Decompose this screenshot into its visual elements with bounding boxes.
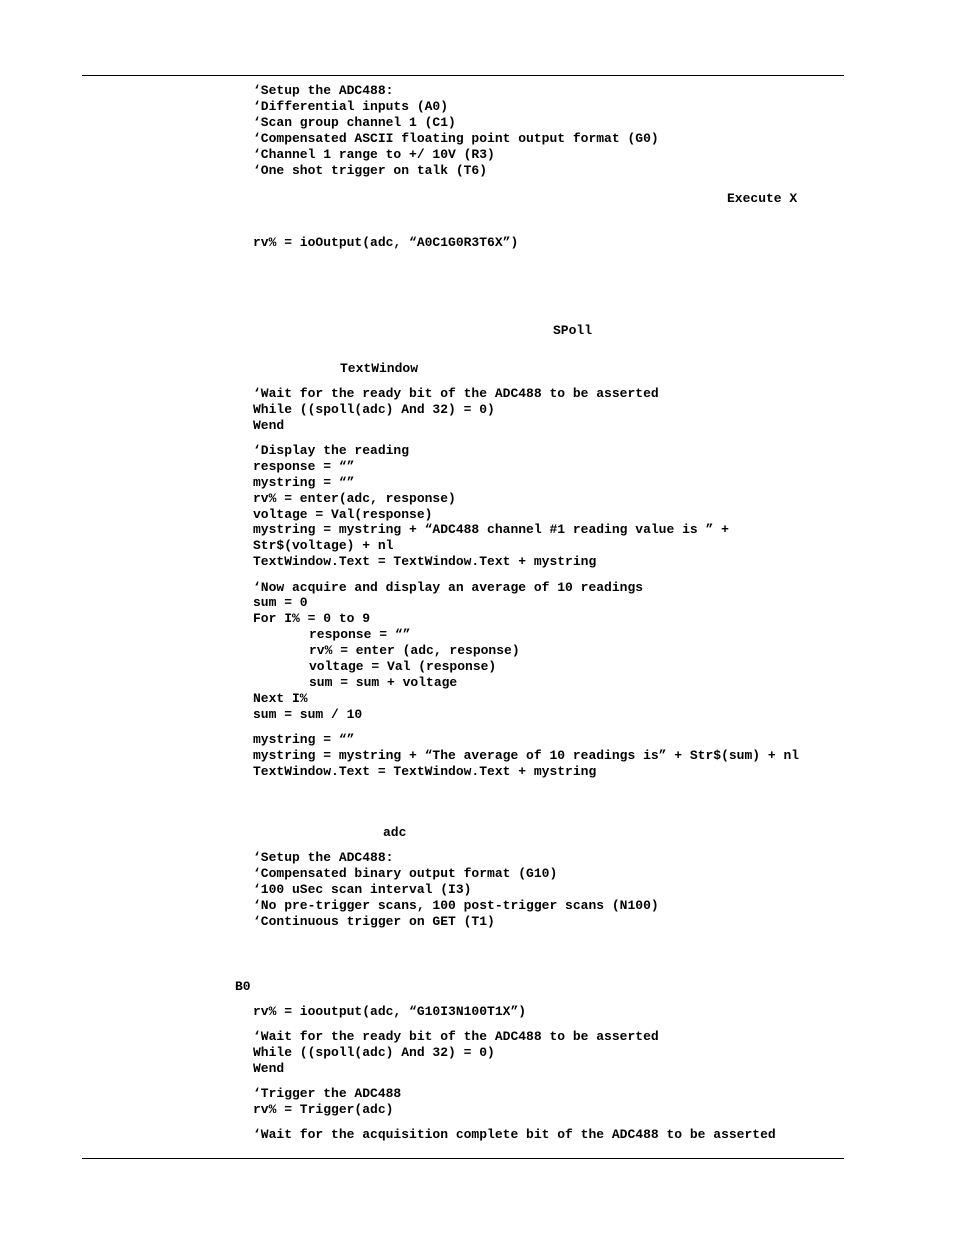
code-line: mystring = “” — [253, 732, 355, 747]
spoll-label: SPoll — [553, 323, 593, 338]
code-line: ‘Differential inputs (A0) — [253, 99, 449, 114]
code-line: rv% = Trigger(adc) — [253, 1102, 394, 1117]
code-line: ‘Wait for the ready bit of the ADC488 to be asserted — [253, 386, 659, 401]
code-line: ‘Trigger the ADC488 — [253, 1086, 402, 1101]
code-line: ‘Scan group channel 1 (C1) — [253, 115, 456, 130]
execute-x-label: Execute X — [727, 191, 798, 206]
code-line: ‘Compensated ASCII floating point output format (G0) — [253, 131, 659, 146]
code-line: TextWindow.Text = TextWindow.Text + mystring — [253, 764, 597, 779]
code-line: ‘Setup the ADC488: — [253, 83, 394, 98]
code-line: ‘Continuous trigger on GET (T1) — [253, 914, 495, 929]
code-line: mystring = mystring + “The average of 10 readings is” + Str$(sum) + nl — [253, 748, 800, 763]
code-line: sum = sum / 10 — [253, 707, 363, 722]
code-line: Wend — [253, 418, 285, 433]
code-line: ‘Channel 1 range to +/ 10V (R3) — [253, 147, 495, 162]
wait-acquisition-comment: ‘Wait for the acquisition complete bit of the ADC488 to be asserted — [253, 1127, 776, 1142]
bottom-rule — [82, 1158, 844, 1159]
code-line: For I% = 0 to 9 — [253, 611, 371, 626]
code-line: rv% = enter (adc, response) — [309, 643, 520, 658]
code-line: While ((spoll(adc) And 32) = 0) — [253, 402, 495, 417]
b0-label: B0 — [235, 979, 251, 994]
code-line: mystring = mystring + “ADC488 channel #1 reading value is ” + — [253, 522, 729, 537]
code-line: Wend — [253, 1061, 285, 1076]
code-line: Str$(voltage) + nl — [253, 538, 394, 553]
code-line: mystring = “” — [253, 475, 355, 490]
code-line: ‘Compensated binary output format (G10) — [253, 866, 558, 881]
code-line: ‘100 uSec scan interval (I3) — [253, 882, 472, 897]
code-line: ‘No pre-trigger scans, 100 post-trigger scans (N100) — [253, 898, 659, 913]
output-call-1: rv% = ioOutput(adc, “A0C1G0R3T6X”) — [253, 235, 519, 250]
code-line: Next I% — [253, 691, 308, 706]
adc-label: adc — [383, 825, 407, 840]
textwindow-label: TextWindow — [340, 361, 419, 376]
code-line: ‘Setup the ADC488: — [253, 850, 394, 865]
code-line: rv% = enter(adc, response) — [253, 491, 456, 506]
code-line: TextWindow.Text = TextWindow.Text + mystring — [253, 554, 597, 569]
code-line: response = “” — [253, 459, 355, 474]
top-rule — [82, 75, 844, 76]
code-line: ‘Wait for the ready bit of the ADC488 to be asserted — [253, 1029, 659, 1044]
code-line: response = “” — [309, 627, 411, 642]
code-line: ‘Now acquire and display an average of 10 readings — [253, 580, 644, 595]
code-line: voltage = Val(response) — [253, 507, 433, 522]
code-line: sum = 0 — [253, 595, 308, 610]
code-line: sum = sum + voltage — [309, 675, 458, 690]
code-line: voltage = Val (response) — [309, 659, 497, 674]
code-line: ‘Display the reading — [253, 443, 410, 458]
output-call-2: rv% = iooutput(adc, “G10I3N100T1X”) — [253, 1004, 527, 1019]
code-line: ‘One shot trigger on talk (T6) — [253, 163, 488, 178]
code-line: While ((spoll(adc) And 32) = 0) — [253, 1045, 495, 1060]
